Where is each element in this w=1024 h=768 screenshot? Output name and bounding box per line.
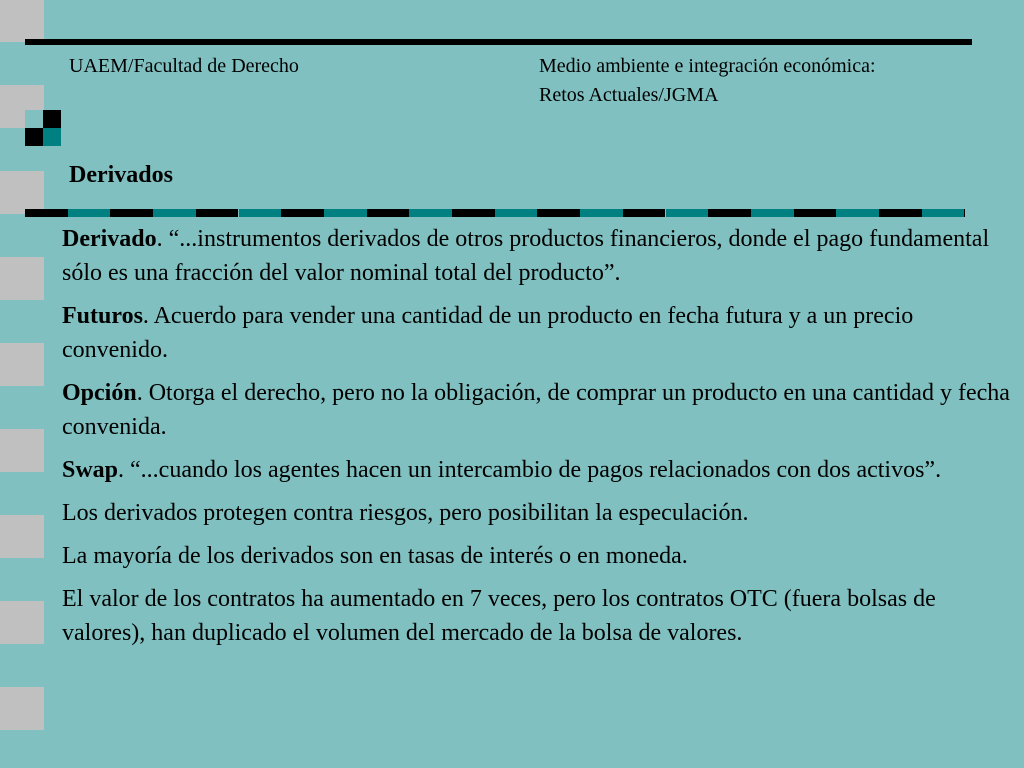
divider-segment (68, 209, 111, 217)
definition-paragraph (62, 299, 1012, 367)
definition-text: . Acuerdo para vender una cantidad de un producto en fecha futura y a un precio convenido. (62, 303, 914, 363)
slide-title: Derivados (69, 162, 173, 188)
divider-segment (153, 209, 196, 217)
strip-cell (0, 0, 44, 42)
definition-text: El valor de los contratos ha aumentado en 7 veces, pero los contratos OTC (fuera bolsas de valores), han duplicado el volumen del mercado de la bolsa de valores. (62, 586, 936, 646)
strip-cell (0, 429, 44, 472)
divider-segment (751, 209, 794, 217)
divider-segment (196, 209, 239, 217)
definition-paragraph (62, 453, 1012, 487)
definition-term: Opción (62, 380, 137, 406)
divider-segment (580, 209, 623, 217)
divider-segment (708, 209, 751, 217)
header-institution: UAEM/Facultad de Derecho (69, 55, 299, 77)
divider-segment (239, 209, 282, 217)
definition-paragraph (62, 539, 1012, 573)
divider-segment (324, 209, 367, 217)
divider-segment (25, 209, 68, 217)
definition-text: . “...instrumentos derivados de otros productos financieros, donde el pago fundamental sólo es una fracción del valor nominal total del producto”. (62, 226, 990, 286)
section-divider (25, 209, 965, 217)
definition-text: La mayoría de los derivados son en tasas de interés o en moneda. (62, 543, 688, 569)
header-rule (25, 39, 972, 45)
definition-term: Futuros (62, 303, 143, 329)
strip-cell (0, 515, 44, 558)
divider-segment (879, 209, 922, 217)
strip-cell (0, 687, 44, 730)
divider-segment (623, 209, 666, 217)
slide-body (62, 222, 1012, 659)
divider-segment (367, 209, 410, 217)
divider-segment (409, 209, 452, 217)
divider-segment (922, 209, 965, 217)
definition-paragraph (62, 496, 1012, 530)
divider-segment (836, 209, 879, 217)
strip-cell (0, 601, 44, 644)
header-course (539, 52, 979, 110)
definition-text: . “...cuando los agentes hacen un intercambio de pagos relacionados con dos activos”. (118, 457, 942, 483)
divider-segment (110, 209, 153, 217)
definition-term: Derivado (62, 226, 157, 252)
definition-text: Los derivados protegen contra riesgos, pero posibilitan la especulación. (62, 500, 749, 526)
definition-term: Swap (62, 457, 119, 483)
divider-segment (794, 209, 837, 217)
header-course-line2: Retos Actuales/JGMA (539, 84, 719, 106)
divider-segment (452, 209, 495, 217)
header-course-line1: Medio ambiente e integración económica: (539, 55, 876, 77)
strip-cell (0, 257, 44, 300)
divider-segment (281, 209, 324, 217)
strip-cell (0, 171, 44, 214)
divider-segment (666, 209, 709, 217)
definition-paragraph (62, 582, 1012, 650)
checker-squares-icon (25, 110, 61, 146)
divider-segment (537, 209, 580, 217)
divider-segment (495, 209, 538, 217)
definition-text: . Otorga el derecho, pero no la obligación, de comprar un producto en una cantidad y fecha convenida. (62, 380, 1010, 440)
strip-cell (0, 343, 44, 386)
definition-paragraph (62, 376, 1012, 444)
definition-paragraph (62, 222, 1012, 290)
divider-segment (964, 209, 965, 217)
